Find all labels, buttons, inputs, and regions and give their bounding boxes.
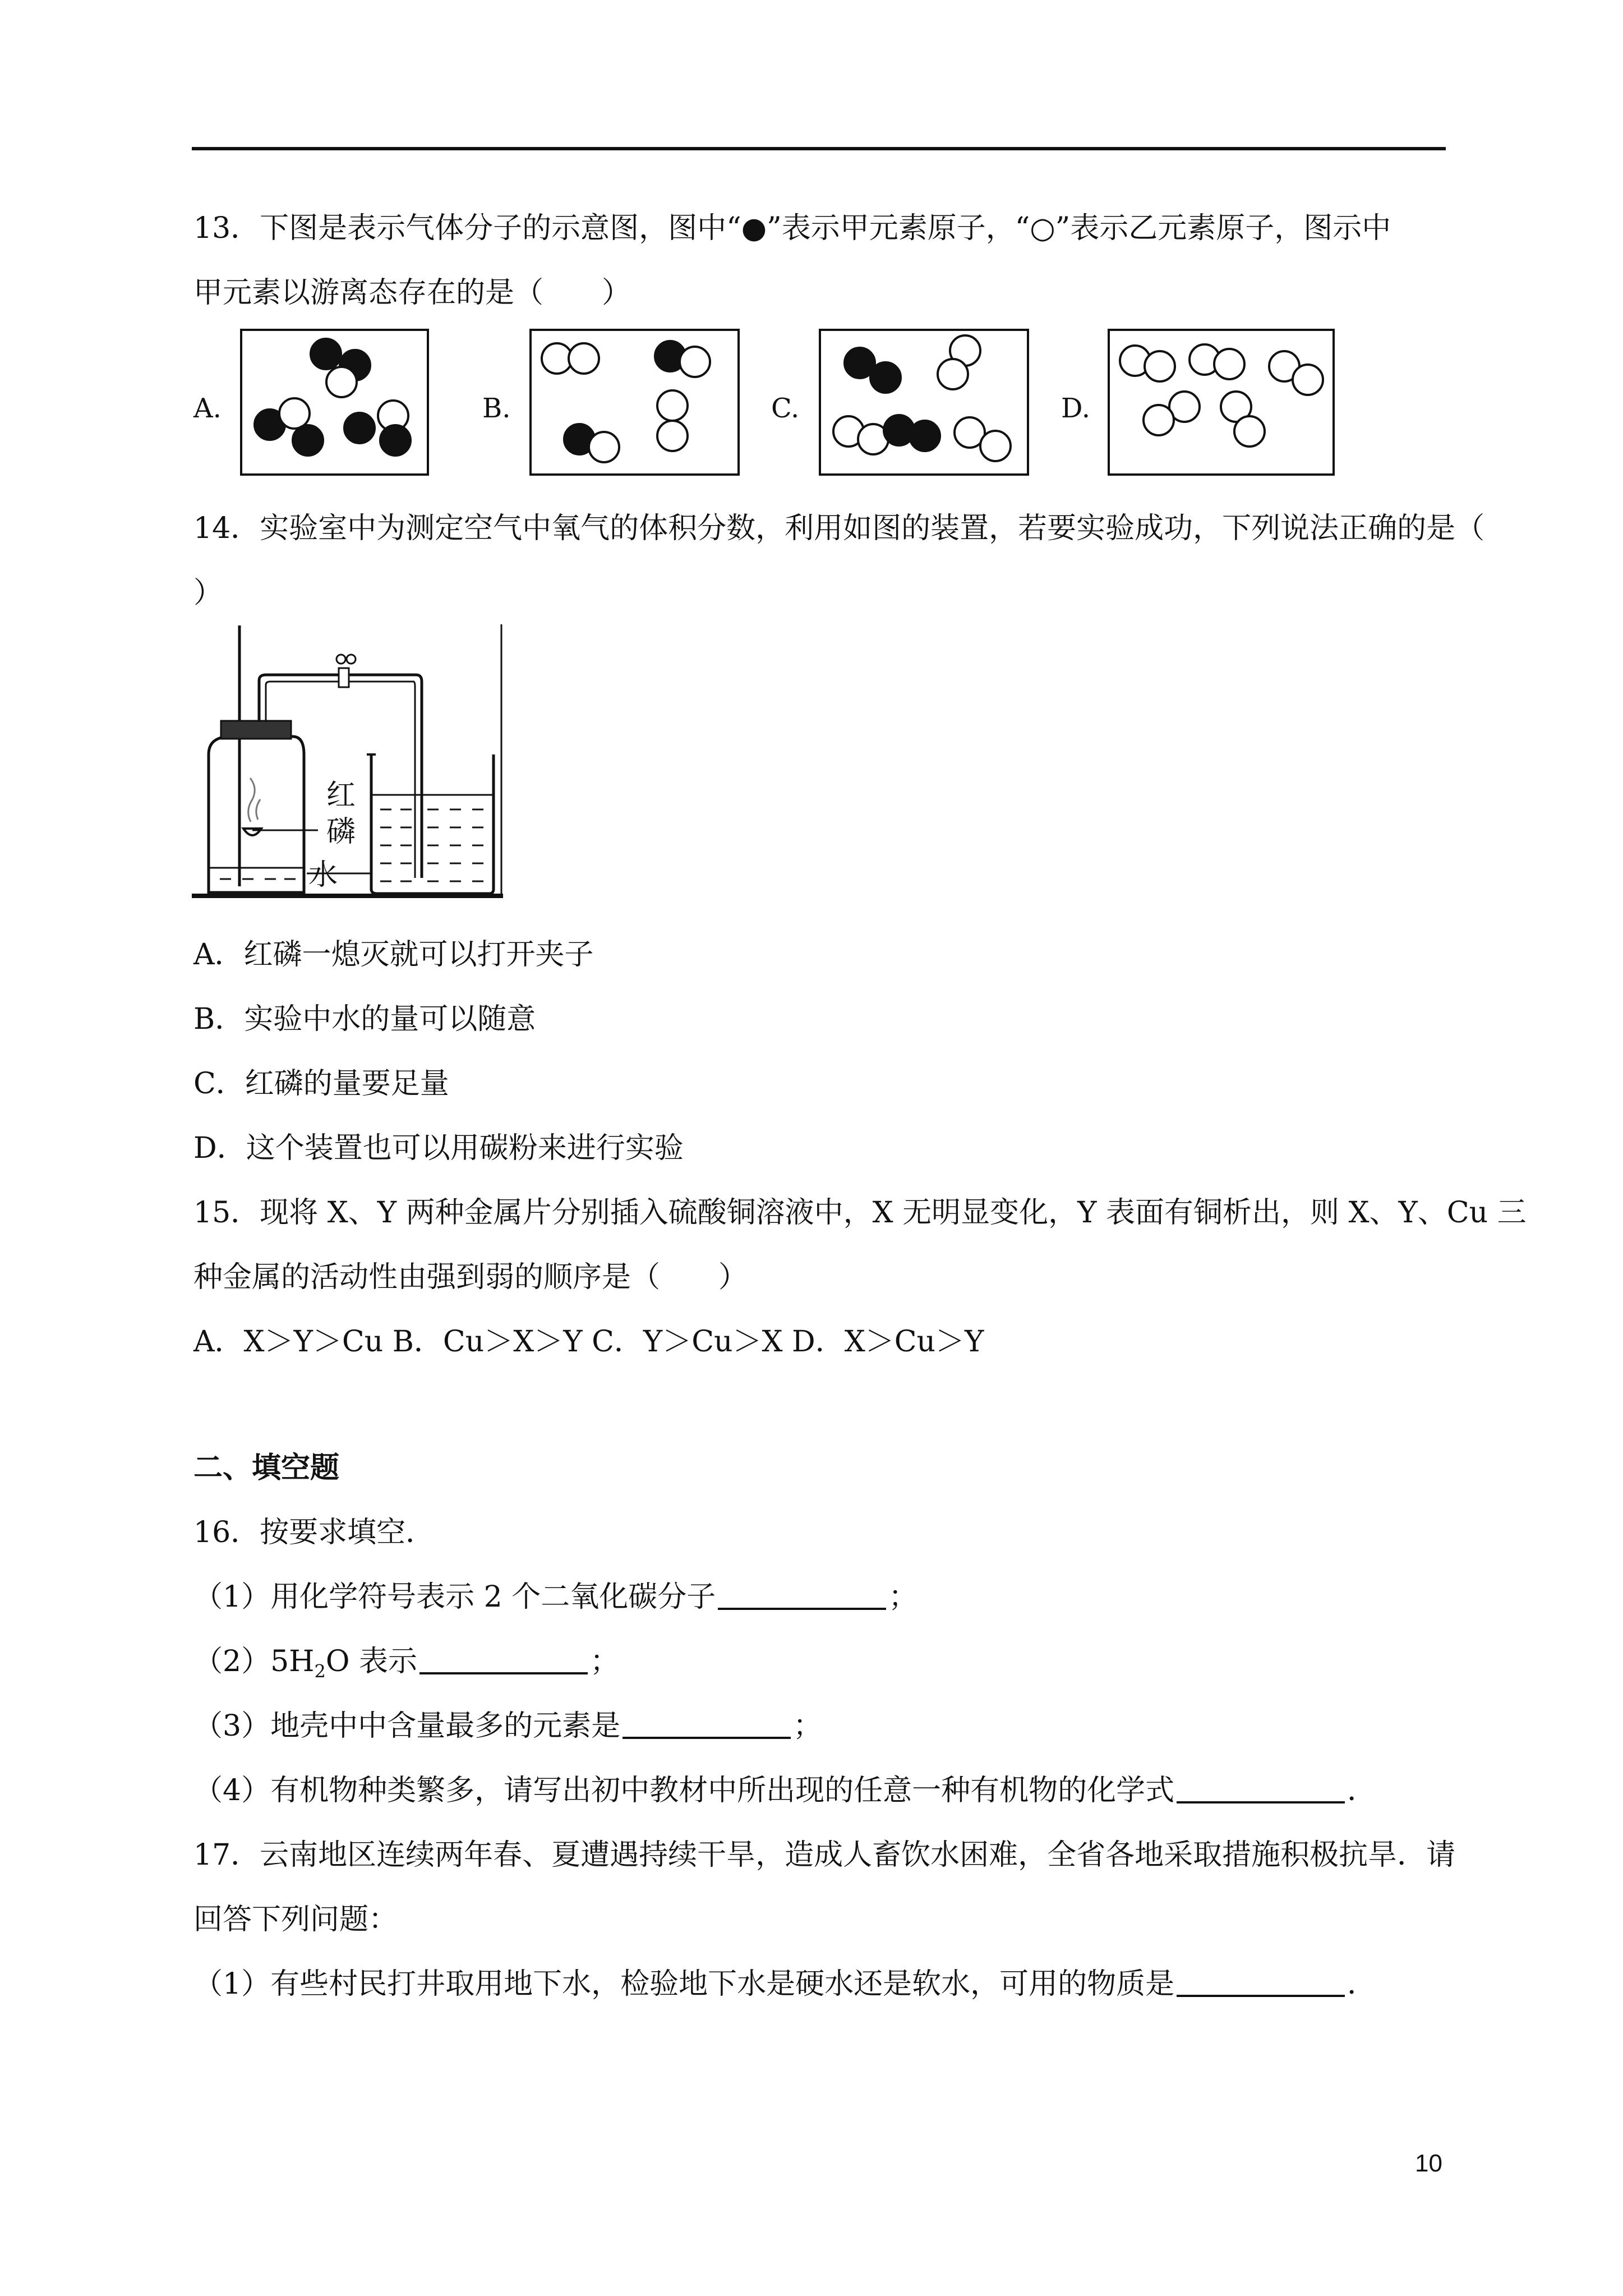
q14-stem-line1: 14．实验室中为测定空气中氧气的体积分数，利用如图的装置，若要实验成功，下列说法正确的是（ [193, 512, 1485, 545]
page-number: 10 [1415, 2150, 1442, 2177]
q16-part4-text: （4）有机物种类繁多，请写出初中教材中所出现的任意一种有机物的化学式 [193, 1774, 1175, 1807]
q14-stem-line2: ） [193, 576, 223, 610]
q14-option-b: B．实验中水的量可以随意 [193, 1002, 536, 1036]
q13-figure-a [240, 329, 429, 476]
white-atom [588, 431, 620, 463]
q16-part1-end: ； [888, 1580, 918, 1614]
q16-part2-post: O 表示 [325, 1645, 418, 1678]
q15-stem-line1: 15．现将 X、Y 两种金属片分别插入硫酸铜溶液中，X 无明显变化，Y 表面有铜析出，则 X、Y、Cu 三 [193, 1196, 1527, 1230]
q16-part3-text: （3）地壳中中含量最多的元素是 [193, 1709, 621, 1743]
white-atom [656, 389, 689, 422]
q17-stem-line1: 17．云南地区连续两年春、夏遭遇持续干旱，造成人畜饮水困难，全省各地采取措施积极抗旱．请 [193, 1838, 1456, 1872]
q13-figure-b [529, 329, 740, 476]
white-atom [1144, 350, 1176, 383]
label-water: 水 [308, 858, 338, 892]
q16-part2-pre: （2）5H [193, 1645, 315, 1678]
white-atom [979, 430, 1012, 462]
q16-part1-text: （1）用化学符号表示 2 个二氧化碳分子 [193, 1580, 716, 1614]
q16-part2-end: ； [590, 1645, 620, 1678]
q16-part4 [193, 1773, 1376, 1809]
q14-option-a: A．红磷一熄灭就可以打开夹子 [193, 938, 594, 972]
q16-part2 [193, 1644, 619, 1689]
white-atom [937, 358, 969, 390]
section-title: 二、填空题 [193, 1451, 340, 1485]
q13-figure-c [819, 329, 1029, 476]
black-atom [310, 338, 342, 370]
q16-part4-end: ． [1347, 1774, 1377, 1807]
answer-blank[interactable] [623, 1737, 791, 1739]
answer-blank[interactable] [419, 1672, 588, 1674]
answer-blank[interactable] [1177, 1801, 1345, 1803]
q13-option-a-label: A. [193, 393, 222, 424]
q13-stem-line1: 13．下图是表示气体分子的示意图，图中“●”表示甲元素原子，“○”表示乙元素原子，图示中 [193, 211, 1391, 245]
white-atom [568, 342, 600, 375]
q17-stem-line2: 回答下列问题： [193, 1903, 398, 1936]
white-atom [325, 366, 358, 398]
white-atom [679, 346, 711, 378]
q17-part1-end: ． [1347, 1967, 1377, 2001]
apparatus-figure [192, 620, 506, 900]
white-atom [1142, 404, 1175, 436]
white-atom [1292, 364, 1324, 396]
white-atom [1213, 348, 1246, 380]
white-atom [1233, 415, 1266, 448]
label-red: 红 [326, 779, 356, 812]
black-atom [869, 361, 902, 394]
q15-options: A．X＞Y＞Cu B．Cu＞X＞Y C．Y＞Cu＞X D．X＞Cu＞Y [193, 1325, 984, 1359]
black-atom [292, 424, 324, 457]
black-atom [909, 420, 941, 452]
black-atom [343, 412, 376, 444]
q14-option-d: D．这个装置也可以用碳粉来进行实验 [193, 1131, 684, 1165]
q14-option-c: C．红磷的量要足量 [193, 1067, 449, 1101]
q16-part3-end: ； [793, 1709, 823, 1743]
q13-option-d-label: D. [1061, 393, 1091, 424]
q13-stem-line2: 甲元素以游离态存在的是（ ） [193, 276, 631, 310]
black-atom [379, 424, 412, 457]
q13-option-c-label: C. [771, 393, 800, 424]
q16-stem: 16．按要求填空． [193, 1516, 435, 1549]
white-atom [656, 420, 689, 452]
q17-part1-text: （1）有些村民打井取用地下水，检验地下水是硬水还是软水，可用的物质是 [193, 1967, 1175, 2001]
q16-part2-sub: 2 [314, 1660, 326, 1682]
q16-part3 [193, 1708, 822, 1744]
q13-option-b-label: B. [482, 393, 511, 424]
answer-blank[interactable] [718, 1608, 886, 1610]
q15-stem-line2: 种金属的活动性由强到弱的顺序是（ ） [193, 1260, 748, 1294]
q13-figure-d [1108, 329, 1335, 476]
label-phosphorus: 磷 [326, 815, 356, 849]
q17-part1 [193, 1966, 1376, 2002]
header-rule [192, 147, 1446, 150]
q16-part1 [193, 1579, 917, 1615]
answer-blank[interactable] [1177, 1995, 1345, 1997]
